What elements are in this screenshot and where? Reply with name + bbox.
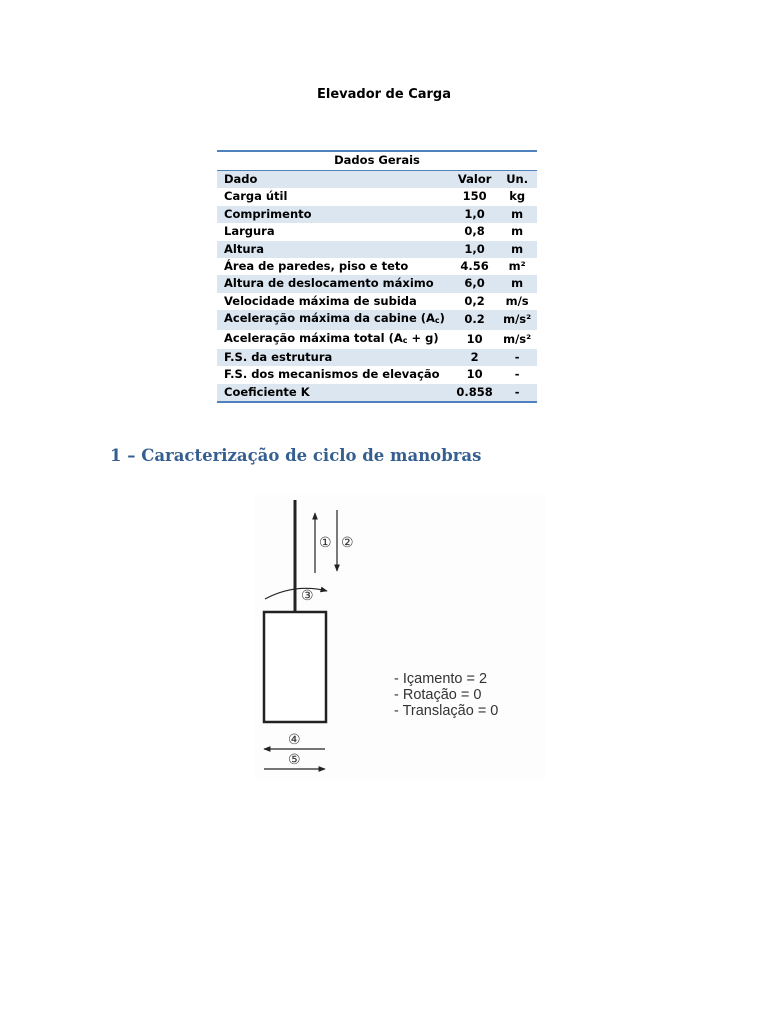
row-label [217,330,452,349]
row-label [217,310,452,329]
row-value: 2 [452,349,497,366]
row-label: Altura [217,241,452,258]
marker-4: ④ [288,731,301,747]
row-value: 1,0 [452,206,497,223]
table-row [217,310,537,329]
document-title: Elevador de Carga [316,87,452,102]
table-caption-row [217,151,537,171]
cabin-box [264,612,326,722]
table-row [217,366,537,383]
table-row [217,330,537,349]
general-data-table [217,150,537,403]
header-dado: Dado [217,171,452,189]
table-row [217,384,537,402]
marker-2: ② [341,534,354,550]
row-unit: m² [508,259,526,274]
row-unit: m [497,206,537,223]
marker-5: ⑤ [288,751,301,767]
row-unit: m/s [505,293,529,308]
row-label: Largura [224,224,275,239]
row-label: Comprimento [217,206,452,223]
row-unit: m/s² [497,310,537,329]
table-row [217,206,537,223]
header-valor: Valor [452,171,497,189]
section-heading: 1 – Caracterização de ciclo de manobras [110,446,482,465]
diagram-svg [255,495,545,780]
row-label-subscript: c [434,316,440,326]
row-unit: m/s² [503,331,532,346]
row-value: 150 [462,189,487,204]
row-label-prefix: Aceleração máxima total (A [224,330,403,345]
table-row [217,258,537,275]
row-label: Coeficiente K [217,384,452,402]
row-label: F.S. da estrutura [217,349,452,366]
maneuver-cycle-diagram [255,495,545,780]
table-row [217,349,537,366]
legend-translation: - Translação = 0 [394,703,499,719]
row-label: Altura de deslocamento máximo [217,275,452,292]
row-label-subscript: c [402,335,408,345]
legend-hoisting: - Içamento = 2 [394,671,488,687]
table-row [217,188,537,205]
row-label-suffix: ) [439,311,445,326]
row-label-suffix: + g) [407,330,439,345]
row-value: 0,8 [464,224,485,239]
row-unit: m [497,241,537,258]
row-label-prefix: Aceleração máxima da cabine (A [224,311,435,326]
row-label: Área de paredes, piso e teto [224,259,409,274]
row-value: 0.858 [452,384,497,402]
table-row [217,241,537,258]
row-label: Carga útil [224,189,288,204]
row-value: 0.2 [452,310,497,329]
marker-1: ① [319,534,332,550]
legend-rotation: - Rotação = 0 [394,687,482,703]
row-unit: - [514,367,520,382]
row-label: F.S. dos mecanismos de elevação [224,367,440,382]
row-unit: kg [509,189,526,204]
table-row [217,223,537,240]
row-unit: - [497,349,537,366]
table-caption: Dados Gerais [217,151,537,171]
row-value: 10 [466,331,483,346]
row-value: 4.56 [460,259,489,274]
row-value: 10 [466,367,483,382]
row-unit: m [497,275,537,292]
header-unidade: Un. [497,171,537,189]
table-row [217,293,537,310]
row-label: Velocidade máxima de subida [224,293,417,308]
marker-3: ③ [301,587,314,603]
table-row [217,275,537,292]
row-value: 1,0 [452,241,497,258]
row-unit: - [497,384,537,402]
row-unit: m [511,224,524,239]
table-header-row [217,171,537,189]
row-value: 6,0 [452,275,497,292]
row-value: 0,2 [464,293,485,308]
